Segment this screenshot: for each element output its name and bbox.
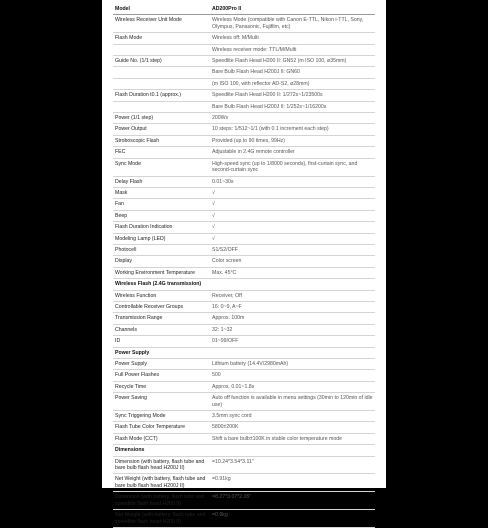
table-row bbox=[113, 56, 375, 67]
spec-value: Speedlite Flash Head H200 II: 1/272s~1/23500s bbox=[210, 90, 375, 101]
table-row bbox=[113, 492, 375, 510]
spec-label: Beep bbox=[113, 210, 210, 221]
spec-label: Modeling Lamp (LED) bbox=[113, 233, 210, 244]
spec-value: 10 steps: 1/512~1/1 (with 0.1 increment each step) bbox=[210, 124, 375, 135]
spec-label: Power Supply bbox=[113, 359, 210, 370]
section-header-row bbox=[113, 445, 375, 456]
spec-value: Bare Bulb Flash Head H200J II: GN60 bbox=[210, 67, 375, 78]
table-row bbox=[113, 381, 375, 392]
spec-value bbox=[210, 347, 375, 358]
table-row bbox=[113, 33, 375, 44]
spec-label: FEC bbox=[113, 147, 210, 158]
spec-label: Power (1/1 step) bbox=[113, 113, 210, 124]
spec-label: Power Saving bbox=[113, 393, 210, 411]
spec-label bbox=[113, 44, 210, 55]
spec-value: 3.5mm sync cord bbox=[210, 411, 375, 422]
spec-label: Transmission Range bbox=[113, 313, 210, 324]
spec-value: √ bbox=[210, 210, 375, 221]
table-row bbox=[113, 210, 375, 221]
spec-label: Flash Duration Indication bbox=[113, 222, 210, 233]
spec-value: =0.9kg bbox=[210, 510, 375, 528]
spec-value: Wireless Mode (compatible with Canon E-TTL, Nikon i-TTL, Sony, Olympus, Panasonic, Fujifilm, etc) bbox=[210, 15, 375, 33]
table-row bbox=[113, 44, 375, 55]
spec-value: 32: 1~32 bbox=[210, 324, 375, 335]
spec-value: Provided (up to 90 times, 99Hz) bbox=[210, 135, 375, 146]
spec-label: Recycle Time bbox=[113, 381, 210, 392]
table-row bbox=[113, 290, 375, 301]
spec-sheet bbox=[102, 0, 386, 525]
spec-label: Net Weight (with battery, flash tube and speedlite flash head H200 II) bbox=[113, 510, 210, 528]
spec-label: Sync Mode bbox=[113, 158, 210, 176]
spec-value: Wireless off: M/Multi bbox=[210, 33, 375, 44]
spec-value bbox=[210, 279, 375, 290]
spec-value: Bare Bulb Flash Head H200J II: 1/252s~1/16200s bbox=[210, 101, 375, 112]
spec-value: 5800±200K bbox=[210, 422, 375, 433]
table-row bbox=[113, 78, 375, 89]
spec-value bbox=[210, 445, 375, 456]
spec-label: Controllable Receiver Groups bbox=[113, 301, 210, 312]
section-header-row bbox=[113, 347, 375, 358]
spec-label: Sync Triggering Mode bbox=[113, 411, 210, 422]
spec-label: Flash Mode (CCT) bbox=[113, 433, 210, 444]
table-row bbox=[113, 256, 375, 267]
spec-value: Approx. 100m bbox=[210, 313, 375, 324]
table-row bbox=[113, 336, 375, 347]
table-row bbox=[113, 359, 375, 370]
section-title: Wireless Flash (2.4G transmission) bbox=[113, 279, 210, 290]
spec-label: Photocell bbox=[113, 244, 210, 255]
table-row bbox=[113, 158, 375, 176]
table-row bbox=[113, 244, 375, 255]
table-row bbox=[113, 67, 375, 78]
table-row bbox=[113, 393, 375, 411]
spec-label bbox=[113, 67, 210, 78]
spec-label bbox=[113, 101, 210, 112]
spec-value: 16: 0~9, A~F bbox=[210, 301, 375, 312]
spec-label: Net Weight (with battery, flash tube and bare bulb flash head H200J II) bbox=[113, 474, 210, 492]
table-row bbox=[113, 222, 375, 233]
spec-label: Wireless Function bbox=[113, 290, 210, 301]
spec-label: Display bbox=[113, 256, 210, 267]
spec-value: 500 bbox=[210, 370, 375, 381]
spec-value: S1/S2/OFF bbox=[210, 244, 375, 255]
spec-label: Flash Mode bbox=[113, 33, 210, 44]
table-row bbox=[113, 90, 375, 101]
table-row bbox=[113, 113, 375, 124]
spec-value: √ bbox=[210, 233, 375, 244]
spec-value: Speedlite Flash Head H200 II: GN52 (m ISO 100, ø35mm) bbox=[210, 56, 375, 67]
table-row bbox=[113, 422, 375, 433]
spec-label: ID bbox=[113, 336, 210, 347]
table-row bbox=[113, 199, 375, 210]
table-row bbox=[113, 101, 375, 112]
spec-value: Shift a bare bulb±100K in stable color temperature mode bbox=[210, 433, 375, 444]
table-row bbox=[113, 313, 375, 324]
spec-value: =0.91kg bbox=[210, 474, 375, 492]
spec-label: Stroboscopic Flash bbox=[113, 135, 210, 146]
spec-value: Wireless receiver mode: TTL/M/Multi bbox=[210, 44, 375, 55]
spec-value: Color screen bbox=[210, 256, 375, 267]
table-row bbox=[113, 233, 375, 244]
section-header-row bbox=[113, 279, 375, 290]
spec-value: Auto off function is available in menu settings (30min to 120min of idle use) bbox=[210, 393, 375, 411]
spec-value: 200Ws bbox=[210, 113, 375, 124]
spec-value: 01~99/OFF bbox=[210, 336, 375, 347]
spec-label: Flash Tube Color Temperature bbox=[113, 422, 210, 433]
spec-value: Max. 45°C bbox=[210, 267, 375, 278]
table-header-row bbox=[113, 4, 375, 15]
spec-label bbox=[113, 78, 210, 89]
table-row bbox=[113, 15, 375, 33]
header-label: Model bbox=[113, 4, 210, 15]
table-row bbox=[113, 456, 375, 474]
table-row bbox=[113, 411, 375, 422]
spec-value: √ bbox=[210, 187, 375, 198]
spec-value: =8.27*3.07*2.05" bbox=[210, 492, 375, 510]
spec-value: =10.24*3.54*3.11" bbox=[210, 456, 375, 474]
spec-label: Wireless Receiver Unit Mode bbox=[113, 15, 210, 33]
spec-label: Dimension (with battery, flash tube and speedlite flash head H200 II) bbox=[113, 492, 210, 510]
table-row bbox=[113, 510, 375, 528]
header-model-value: AD200Pro II bbox=[210, 4, 375, 15]
table-row bbox=[113, 324, 375, 335]
spec-value: (m ISO 100, with reflector AD-S2, ø28mm) bbox=[210, 78, 375, 89]
spec-label: Dimension (with battery, flash tube and bare bulb flash head H200J II) bbox=[113, 456, 210, 474]
table-row bbox=[113, 147, 375, 158]
spec-label: Channels bbox=[113, 324, 210, 335]
spec-label: Guide No. (1/1 step) bbox=[113, 56, 210, 67]
table-row bbox=[113, 474, 375, 492]
spec-value: √ bbox=[210, 222, 375, 233]
spec-value: √ bbox=[210, 199, 375, 210]
spec-value: High-speed sync (up to 1/8000 seconds), first-curtain sync, and second-curtain sync bbox=[210, 158, 375, 176]
spec-label: Delay Flash bbox=[113, 176, 210, 187]
spec-value: Receiver, Off bbox=[210, 290, 375, 301]
spec-table bbox=[113, 4, 375, 528]
section-title: Dimensions bbox=[113, 445, 210, 456]
table-row bbox=[113, 187, 375, 198]
spec-value: Adjustable in 2.4G remote controller bbox=[210, 147, 375, 158]
spec-value: Approx. 0.01~1.8s bbox=[210, 381, 375, 392]
spec-value: Lithium battery (14.4V/2980mAh) bbox=[210, 359, 375, 370]
section-title: Power Supply bbox=[113, 347, 210, 358]
spec-value: 0.01~30s bbox=[210, 176, 375, 187]
table-row bbox=[113, 267, 375, 278]
table-row bbox=[113, 301, 375, 312]
spec-label: Flash Duration t0.1 (approx.) bbox=[113, 90, 210, 101]
table-row bbox=[113, 135, 375, 146]
spec-label: Mask bbox=[113, 187, 210, 198]
spec-label: Full Power Flashes bbox=[113, 370, 210, 381]
table-row bbox=[113, 370, 375, 381]
spec-label: Fan bbox=[113, 199, 210, 210]
table-row bbox=[113, 176, 375, 187]
table-row bbox=[113, 124, 375, 135]
spec-label: Working Environment Temperature bbox=[113, 267, 210, 278]
table-row bbox=[113, 433, 375, 444]
spec-label: Power Output bbox=[113, 124, 210, 135]
